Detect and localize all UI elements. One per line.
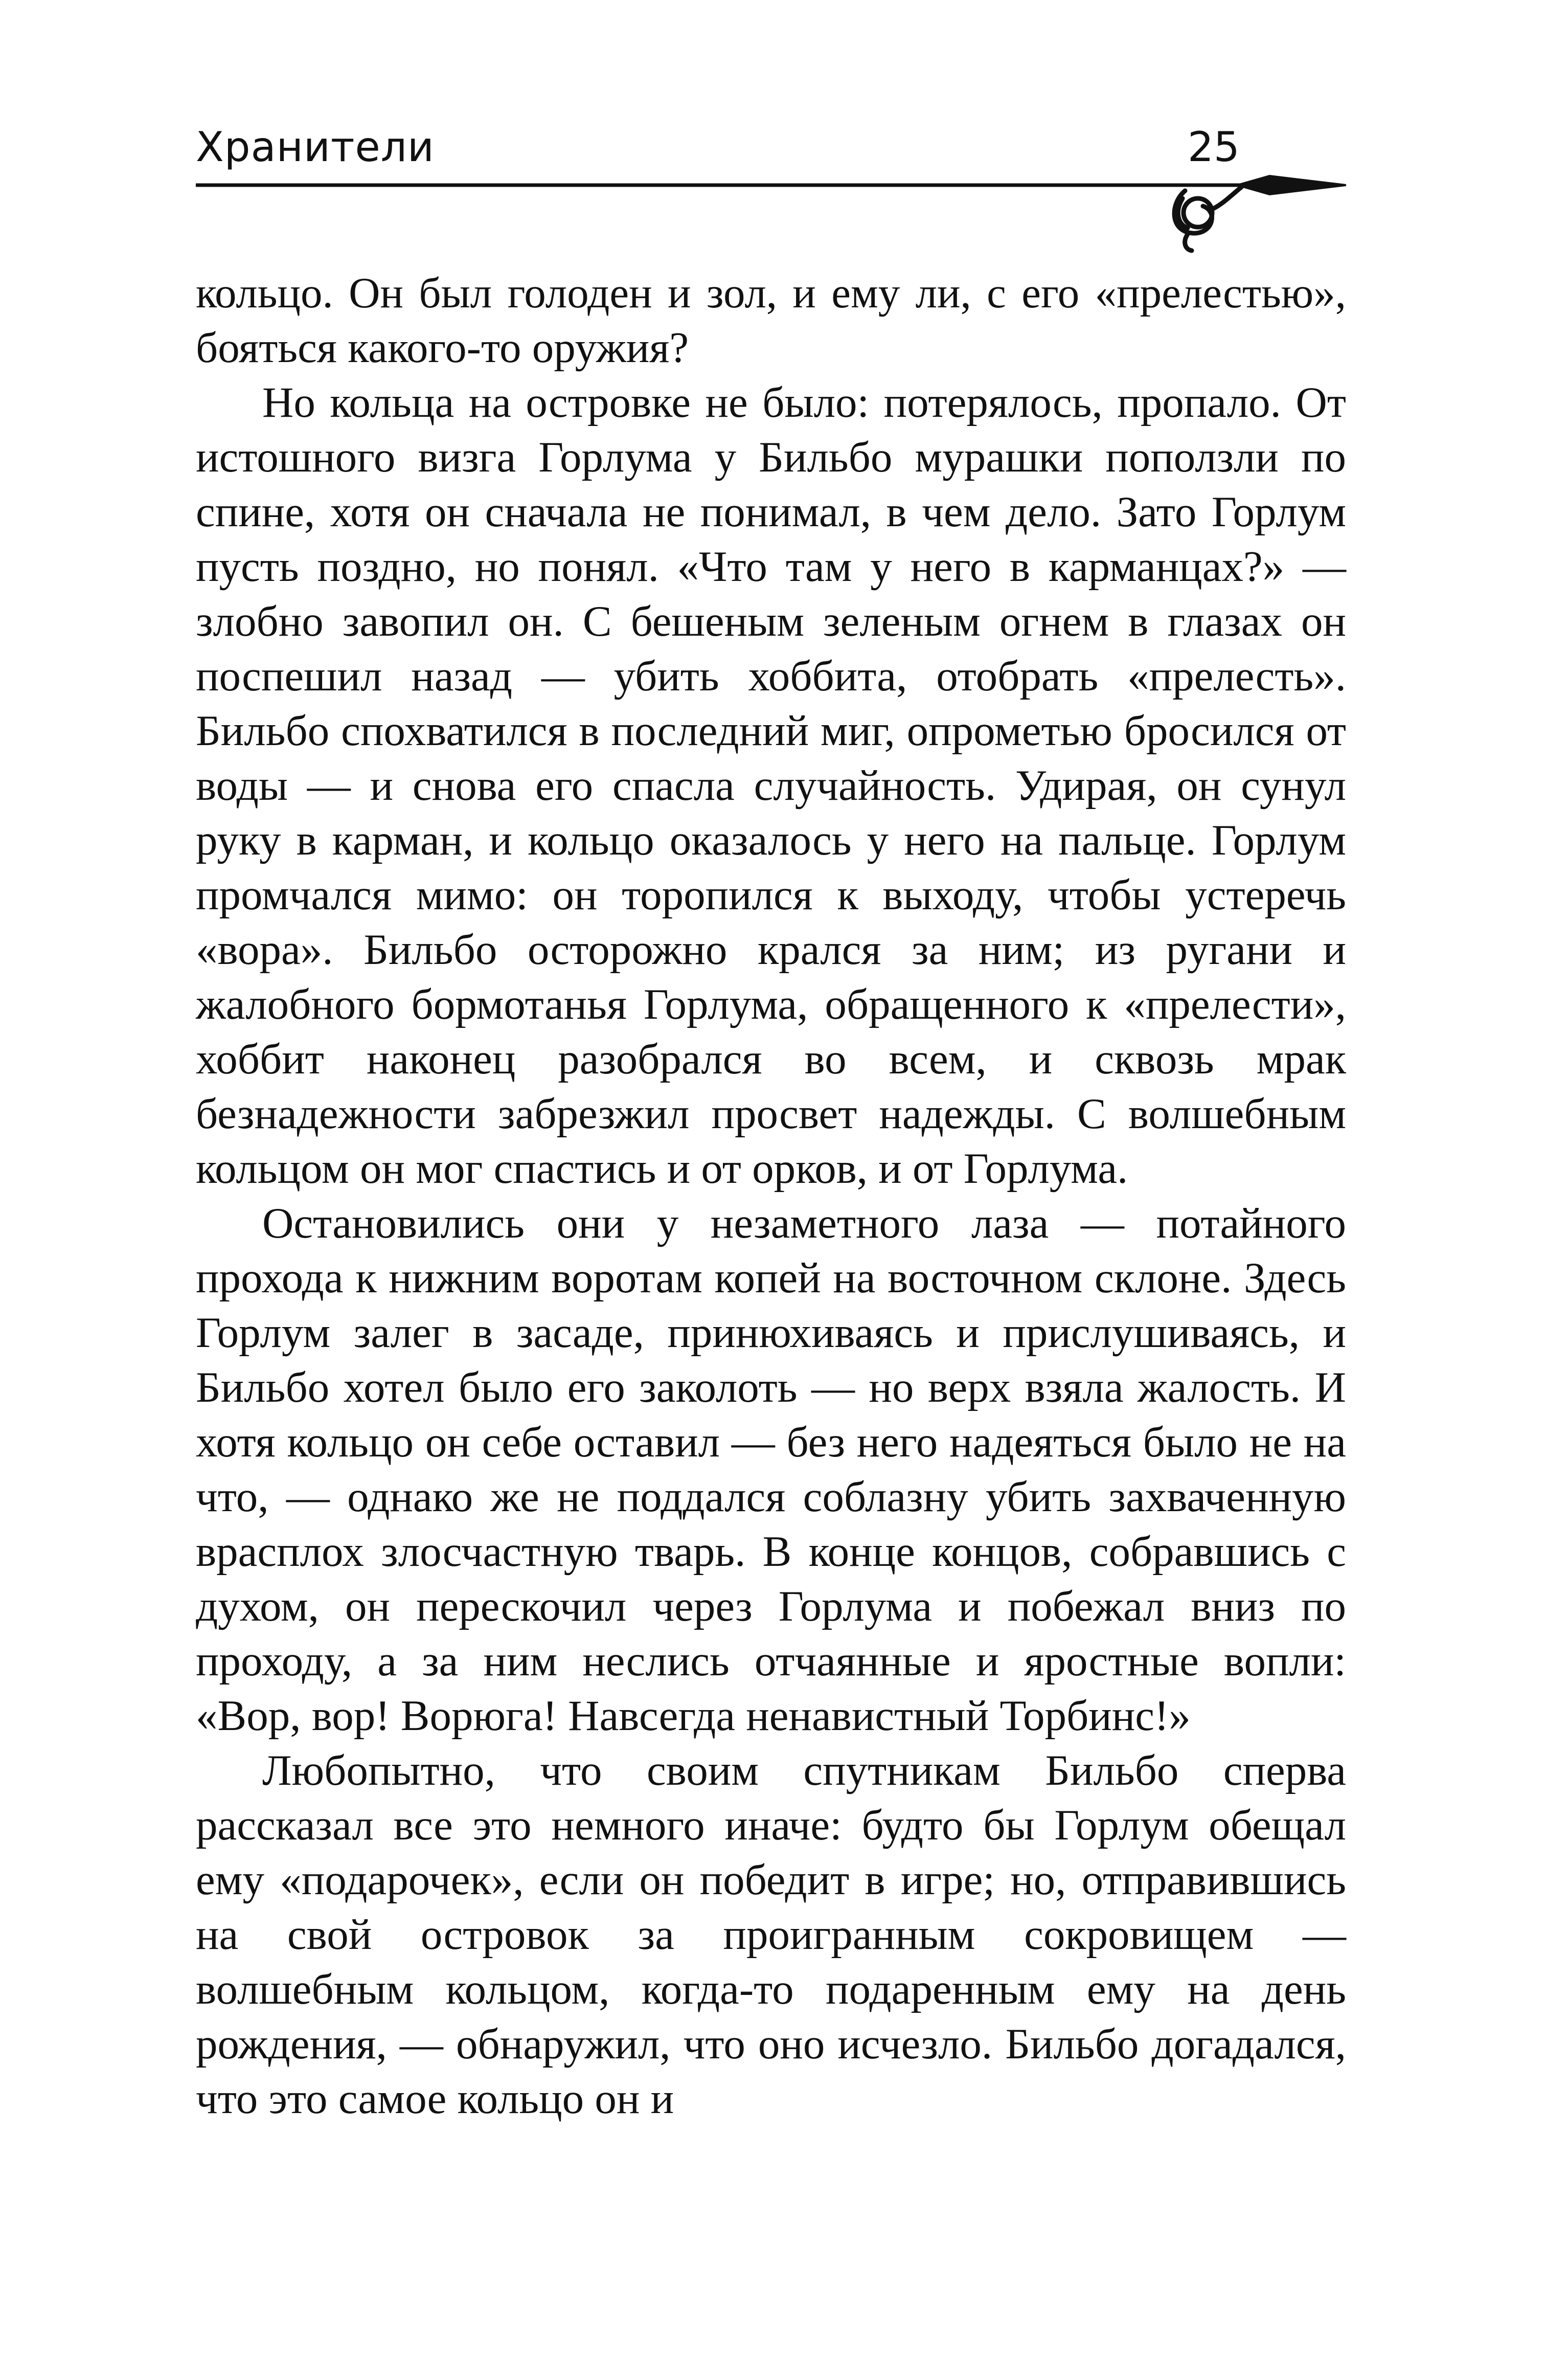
page-number: 25	[1188, 123, 1240, 171]
floral-ornament-icon	[1174, 187, 1241, 251]
paragraph: Любопытно, что своим спутникам Бильбо сперва рассказал все это немного иначе: будто бы Горлум обещал ему «подарочек», если он победит в игре; но, отправившись на свой островок за проигранным сокровищем — волшебным кольцом, когда-то подаренным ему на день рождения, — обнаружил, что оно исчезло. Бильбо догадался, что это самое кольцо он и	[196, 1746, 1346, 2123]
arrowhead-icon	[1234, 175, 1346, 195]
paragraph: Остановились они у незаметного лаза — потайного прохода к нижним воротам копей на восточном склоне. Здесь Горлум залег в засаде, принюхиваясь и прислушиваясь, и Бильбо хотел было его заколоть — но верх взяла жалость. И хотя кольцо он себе оставил — без него надеяться было не на что, — однако же не поддался соблазну убить захваченную врасплох злосчастную тварь. В конце концов, собравшись с духом, он перескочил через Горлума и побежал вниз по проходу, а за ним неслись отчаянные и яростные вопли: «Вор, вор! Ворюга! Навсегда ненавистный Торбинс!»	[196, 1199, 1346, 1740]
paragraph: кольцо. Он был голоден и зол, и ему ли, с его «прелестью», бояться какого-то оружия?	[196, 269, 1346, 372]
running-title: Хранители	[196, 123, 435, 171]
header-ornament-rule	[196, 122, 1346, 224]
page-header	[196, 122, 1346, 224]
body-text	[196, 266, 1346, 2126]
paragraph: Но кольца на островке не было: потерялось, пропало. От истошного визга Горлума у Бильбо мурашки поползли по спине, хотя он сначала не понимал, в чем дело. Зато Горлум пусть поздно, но понял. «Что там у него в карманцах?» — злобно завопил он. С бешеным зеленым огнем в глазах он поспешил назад — убить хоббита, отобрать «прелесть». Бильбо спохватился в последний миг, опрометью бросился от воды — и снова его спасла случайность. Удирая, он сунул руку в карман, и кольцо оказалось у него на пальце. Горлум промчался мимо: он торопился к выходу, чтобы устеречь «вора». Бильбо осторожно крался за ним; из ругани и жалобного бормотанья Горлума, обращенного к «прелести», хоббит наконец разобрался во всем, и сквозь мрак безнадежности забрезжил просвет надежды. С волшебным кольцом он мог спастись и от орков, и от Горлума.	[196, 378, 1346, 1193]
